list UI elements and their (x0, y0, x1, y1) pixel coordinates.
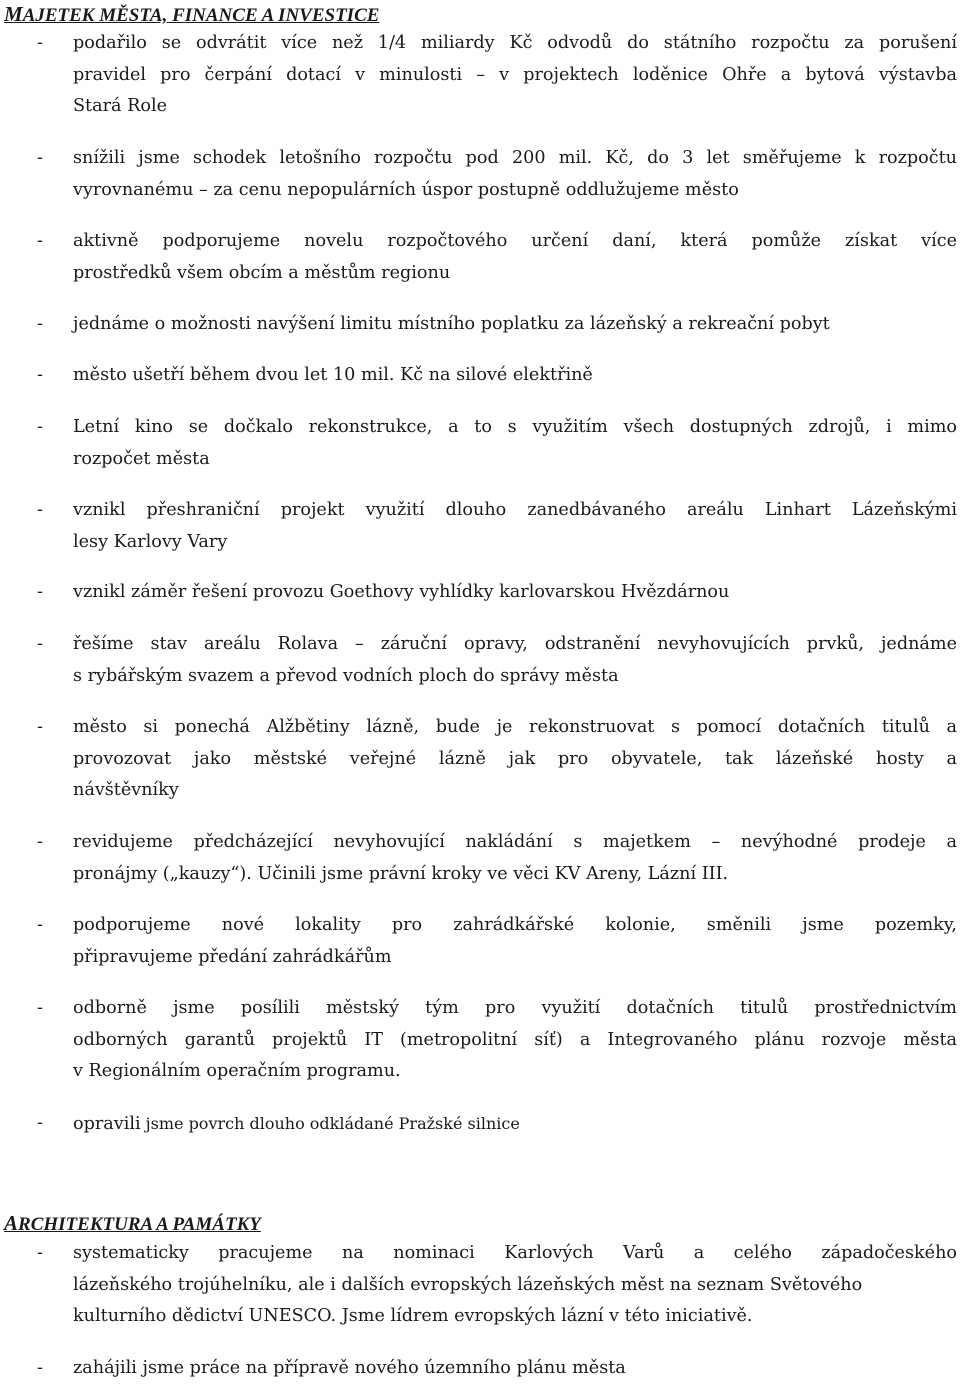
list-item-line: odborných garantů projektů IT (metropolitní síť) a Integrovaného plánu rozvoje města (73, 1029, 957, 1050)
list-item-line: odborně jsme posílili městský tým pro využití dotačních titulů prostřednictvím (73, 998, 957, 1018)
list-bullet: - (37, 998, 43, 1018)
list-item-line: v Regionálním operačním programu. (73, 1061, 401, 1081)
list-item-line: snížili jsme schodek letošního rozpočtu pod 200 mil. Kč, do 3 let směřujeme k rozpočtu (73, 148, 957, 168)
list-bullet: - (37, 717, 43, 737)
list-item-line: město si ponechá Alžbětiny lázně, bude je rekonstruovat s pomocí dotačních titulů a (73, 717, 957, 737)
list-item-line: vznikl přeshraniční projekt využití dlouho zanedbávaného areálu Linhart Lázeňskými (73, 500, 957, 520)
list-item-line: podporujeme nové lokality pro zahrádkářské kolonie, směnili jsme pozemky, (73, 915, 957, 935)
list-bullet: - (37, 634, 43, 654)
list-item (0, 993, 960, 1088)
list-bullet: - (37, 1113, 43, 1133)
list-bullet: - (37, 915, 43, 935)
list-item-line: Letní kino se dočkalo rekonstrukce, a to s využitím všech dostupných zdrojů, i mimo (73, 417, 957, 437)
list-item (0, 910, 960, 973)
list-item-line: připravujeme předání zahrádkářům (73, 946, 392, 967)
list-item-line: prostředků všem obcím a městům regionu (73, 262, 451, 283)
list-bullet: - (37, 500, 43, 520)
list-item (0, 1238, 960, 1333)
list-item-line: provozovat jako městské veřejné lázně jak pro obyvatele, tak lázeňské hosty a (73, 748, 957, 769)
list-bullet: - (37, 832, 43, 852)
list-item (0, 360, 960, 392)
list-item-line: vyrovnanému – za cenu nepopulárních úspor postupně oddlužujeme město (73, 179, 739, 200)
heading-initial: M (4, 2, 23, 26)
list-item (0, 28, 960, 123)
list-bullet: - (37, 148, 43, 168)
list-item-line: řešíme stav areálu Rolava – záruční opravy, odstranění nevyhovujících prvků, jednáme (73, 634, 957, 654)
list-bullet: - (37, 314, 43, 334)
list-bullet: - (37, 365, 43, 385)
list-item-line: jednáme o možnosti navýšení limitu místního poplatku za lázeňský a rekreační pobyt (73, 314, 830, 334)
list-item-line: návštěvníky (73, 780, 179, 800)
list-item (0, 309, 960, 341)
list-item-line: pravidel pro čerpání dotací v minulosti – v projektech loděnice Ohře a bytová výstavba (73, 64, 957, 85)
list-bullet: - (37, 1358, 43, 1378)
list-item-line: aktivně podporujeme novelu rozpočtového určení daní, která pomůže získat více (73, 231, 957, 251)
list-bullet: - (37, 33, 43, 53)
list-bullet: - (37, 417, 43, 437)
list-item-lead: opravili (73, 1114, 141, 1134)
list-bullet: - (37, 582, 43, 602)
list-item (0, 827, 960, 890)
list-item (0, 1108, 960, 1141)
list-item-line: rozpočet města (73, 448, 210, 469)
list-item-line: systematicky pracujeme na nominaci Karlových Varů a celého západočeského (73, 1243, 957, 1263)
list-item-line: město ušetří během dvou let 10 mil. Kč na silové elektřině (73, 365, 593, 385)
list-item (0, 412, 960, 475)
list-item (0, 1353, 960, 1385)
list-bullet: - (37, 231, 43, 251)
list-item-line: vznikl záměr řešení provozu Goethovy vyhlídky karlovarskou Hvězdárnou (73, 582, 730, 602)
list-item (0, 226, 960, 289)
list-item-line: Stará Role (73, 96, 167, 116)
list-item (0, 712, 960, 807)
list-item-rest: jsme povrch dlouho odkládané Pražské silnice (140, 1114, 520, 1133)
list-item-line: zahájili jsme práce na přípravě nového územního plánu města (73, 1358, 626, 1378)
list-item-line: lesy Karlovy Vary (73, 531, 228, 552)
heading-rest: AJETEK MĚSTA, FINANCE A INVESTICE (22, 5, 380, 26)
heading-rest: RCHITEKTURA A PAMÁTKY (18, 1214, 261, 1235)
list-item-line: pronájmy („kauzy“). Učinili jsme právní kroky ve věci KV Areny, Lázní III. (73, 863, 729, 884)
section-heading-majetek (4, 3, 379, 27)
list-bullet: - (37, 1243, 43, 1263)
list-item (0, 495, 960, 558)
list-item-line: podařilo se odvrátit více než 1/4 miliardy Kč odvodů do státního rozpočtu za porušení (73, 33, 957, 53)
list-item (0, 577, 960, 609)
list-item-line: s rybářským svazem a převod vodních ploch do správy města (73, 665, 619, 686)
list-item-line: kulturního dědictví UNESCO. Jsme lídrem evropských lázní v této iniciativě. (73, 1306, 753, 1326)
list-item (0, 143, 960, 206)
section-heading-architektura (4, 1212, 261, 1236)
heading-initial: A (4, 1211, 19, 1235)
list-item-line: lázeňského trojúhelníku, ale i dalších evropských lázeňských měst na seznam Světového (73, 1274, 863, 1295)
list-item (0, 629, 960, 692)
list-item-line: revidujeme předcházející nevyhovující nakládání s majetkem – nevýhodné prodeje a (73, 832, 957, 852)
